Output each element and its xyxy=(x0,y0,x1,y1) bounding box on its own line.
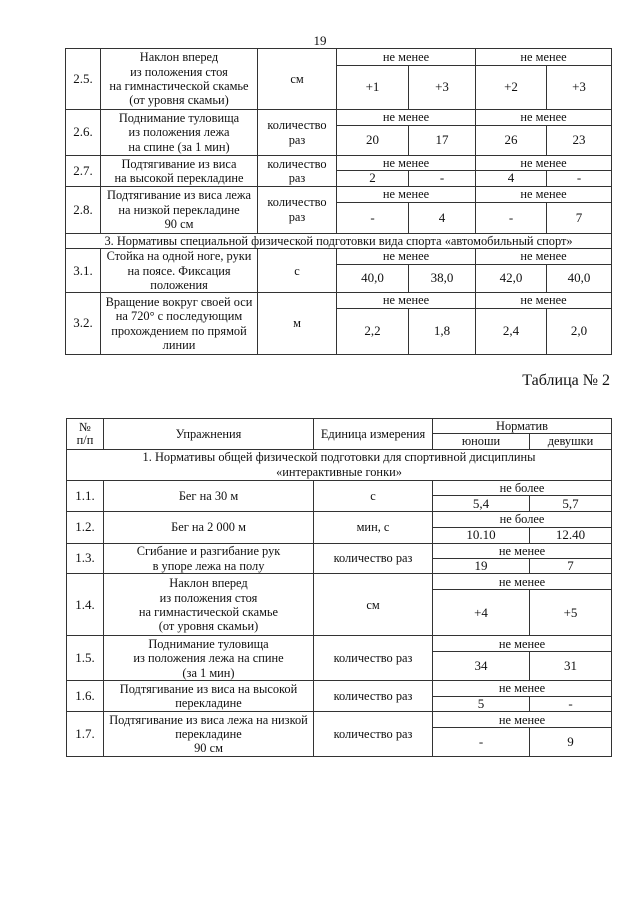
exercise-name-line: положения xyxy=(150,278,208,293)
row-number: 1.1. xyxy=(67,480,104,511)
table-row xyxy=(67,512,612,527)
table-row xyxy=(66,249,612,265)
table-row xyxy=(66,49,612,66)
row-number: 1.6. xyxy=(67,681,104,712)
section-title: 3. Нормативы специальной физической подготовки вида спорта «автомобильный спорт» xyxy=(66,233,612,248)
header-num xyxy=(67,419,104,450)
header-unit: Единица измерения xyxy=(314,419,433,450)
exercise-name-line: из положения стоя xyxy=(159,590,258,605)
row-number: 1.4. xyxy=(67,574,104,636)
exercise-name-line: из положения стоя xyxy=(130,64,228,79)
value-cell: 42,0 xyxy=(476,264,547,293)
header-boys: юноши xyxy=(433,434,530,449)
exercise-name-line: Стойка на одной ноге, руки xyxy=(106,249,252,264)
table-row xyxy=(66,186,612,202)
header-girls: девушки xyxy=(530,434,612,449)
row-number: 2.7. xyxy=(66,156,101,187)
value-cell: - xyxy=(337,202,409,233)
norms-table-2 xyxy=(66,418,612,757)
exercise-name-line: Бег на 30 м xyxy=(178,488,239,503)
unit xyxy=(258,186,337,233)
unit: количество раз xyxy=(314,636,433,681)
unit-line: раз xyxy=(288,170,306,185)
value-boys: 5,4 xyxy=(433,496,530,512)
condition-group2: не менее xyxy=(476,186,612,202)
row-number: 1.2. xyxy=(67,512,104,543)
table-row xyxy=(67,574,612,590)
row-number: 2.8. xyxy=(66,186,101,233)
table-row xyxy=(67,480,612,495)
exercise-name-line: Бег на 2 000 м xyxy=(171,520,246,535)
value-cell: 4 xyxy=(476,171,547,186)
page-number: 19 xyxy=(313,33,327,48)
unit-line: см xyxy=(290,71,304,86)
exercise-name-line: (от уровня скамьи) xyxy=(158,619,259,634)
header-norm: Норматив xyxy=(433,419,612,434)
exercise-name-line: Сгибание и разгибание рук xyxy=(136,544,281,559)
unit-line: м xyxy=(293,316,301,331)
exercise-name xyxy=(101,110,258,156)
value-cell: - xyxy=(409,171,476,186)
unit: мин, с xyxy=(314,512,433,543)
section-title xyxy=(67,449,612,480)
unit xyxy=(258,49,337,110)
condition: не менее xyxy=(433,636,612,652)
header-num-pp: п/п xyxy=(76,432,94,447)
exercise-name-line: из положения лежа на спине xyxy=(133,651,284,666)
value-cell: +3 xyxy=(409,66,476,110)
row-number: 3.1. xyxy=(66,249,101,293)
table-row xyxy=(67,543,612,558)
exercise-name xyxy=(104,636,314,681)
table-row xyxy=(67,712,612,728)
value-cell: 2,4 xyxy=(476,308,547,354)
condition: не менее xyxy=(433,712,612,728)
row-number: 2.6. xyxy=(66,110,101,156)
row-number: 3.2. xyxy=(66,293,101,354)
unit: с xyxy=(314,480,433,511)
exercise-name-line: перекладине xyxy=(175,696,242,711)
unit: количество раз xyxy=(314,543,433,574)
value-cell: +1 xyxy=(337,66,409,110)
condition-group1: не менее xyxy=(337,49,476,66)
exercise-name xyxy=(101,156,258,187)
row-number: 1.3. xyxy=(67,543,104,574)
exercise-name-line: на гимнастической скамье xyxy=(138,604,279,619)
exercise-name-line: в упоре лежа на полу xyxy=(152,558,265,573)
value-cell: 40,0 xyxy=(337,264,409,293)
norms-table-continued xyxy=(65,48,612,355)
condition-group1: не менее xyxy=(337,186,476,202)
row-number: 1.5. xyxy=(67,636,104,681)
value-cell: 26 xyxy=(476,126,547,156)
value-girls: 9 xyxy=(530,728,612,757)
exercise-name-line: перекладине xyxy=(175,727,242,742)
value-boys: - xyxy=(433,728,530,757)
table-row xyxy=(66,156,612,171)
condition-group1: не менее xyxy=(337,249,476,265)
exercise-name xyxy=(101,186,258,233)
value-boys: 34 xyxy=(433,652,530,681)
unit-line: количество xyxy=(267,118,327,133)
exercise-name-line: 90 см xyxy=(194,741,223,756)
exercise-name-line: Подтягивание из виса xyxy=(121,156,237,171)
table-caption: Таблица № 2 xyxy=(522,372,610,389)
exercise-name xyxy=(101,49,258,110)
unit xyxy=(258,293,337,354)
exercise-name xyxy=(101,293,258,354)
condition-group2: не менее xyxy=(476,156,612,171)
value-cell: +2 xyxy=(476,66,547,110)
exercise-name-line: Поднимание туловища xyxy=(118,110,240,125)
exercise-name xyxy=(104,574,314,636)
value-girls: 7 xyxy=(530,559,612,574)
exercise-name-line: Наклон вперед xyxy=(139,50,219,65)
section-title-line1: 1. Нормативы общей физической подготовки для спортивной дисциплины xyxy=(142,450,536,465)
exercise-name xyxy=(104,480,314,511)
unit: количество раз xyxy=(314,681,433,712)
exercise-name xyxy=(104,681,314,712)
unit xyxy=(258,110,337,156)
unit-line: раз xyxy=(288,132,306,147)
section-row xyxy=(67,449,612,480)
condition-group1: не менее xyxy=(337,110,476,126)
value-cell: - xyxy=(476,202,547,233)
exercise-name xyxy=(104,712,314,757)
condition-group2: не менее xyxy=(476,249,612,265)
exercise-name-line: Подтягивание из виса лежа на низкой xyxy=(109,712,308,727)
value-cell: 1,8 xyxy=(409,308,476,354)
value-cell: 7 xyxy=(547,202,612,233)
value-cell: 38,0 xyxy=(409,264,476,293)
unit xyxy=(258,156,337,187)
condition: не менее xyxy=(433,543,612,558)
exercise-name-line: Подтягивание из виса лежа xyxy=(107,188,251,203)
exercise-name-line: линии xyxy=(162,338,196,353)
value-cell: 4 xyxy=(409,202,476,233)
value-cell: +3 xyxy=(547,66,612,110)
condition: не менее xyxy=(433,681,612,696)
condition: не менее xyxy=(433,574,612,590)
exercise-name-line: на высокой перекладине xyxy=(114,170,244,185)
exercise-name-line: (за 1 мин) xyxy=(182,665,235,680)
condition: не более xyxy=(433,480,612,495)
exercise-name-line: из положения лежа xyxy=(128,125,230,140)
exercise-name-line: Вращение вокруг своей оси xyxy=(105,294,253,309)
value-cell: 23 xyxy=(547,126,612,156)
section-title-line2: «интерактивные гонки» xyxy=(276,464,402,479)
table-row xyxy=(67,681,612,696)
unit xyxy=(258,249,337,293)
header-exercise: Упражнения xyxy=(104,419,314,450)
exercise-name-line: (от уровня скамьи) xyxy=(129,93,229,108)
value-girls: 5,7 xyxy=(530,496,612,512)
exercise-name-line: Наклон вперед xyxy=(169,576,248,591)
value-girls: 12.40 xyxy=(530,527,612,543)
exercise-name-line: Поднимание туловища xyxy=(148,636,269,651)
value-cell: 17 xyxy=(409,126,476,156)
unit-line: количество xyxy=(267,156,327,171)
condition-group2: не менее xyxy=(476,293,612,308)
value-cell: - xyxy=(547,171,612,186)
exercise-name-line: на гимнастической скамье xyxy=(109,79,249,93)
exercise-name-line: 90 см xyxy=(164,217,194,232)
section-row xyxy=(66,233,612,248)
header-row xyxy=(67,419,612,434)
value-cell: 2 xyxy=(337,171,409,186)
unit-line: раз xyxy=(288,209,306,224)
value-boys: 19 xyxy=(433,559,530,574)
exercise-name-line: на поясе. Фиксация xyxy=(127,263,231,278)
exercise-name xyxy=(101,249,258,293)
value-cell: 20 xyxy=(337,126,409,156)
value-girls: +5 xyxy=(530,590,612,636)
value-boys: +4 xyxy=(433,590,530,636)
value-cell: 40,0 xyxy=(547,264,612,293)
table-row xyxy=(67,636,612,652)
exercise-name-line: Подтягивание из виса на высокой xyxy=(119,681,298,696)
row-number: 2.5. xyxy=(66,49,101,110)
exercise-name xyxy=(104,512,314,543)
table-row xyxy=(66,110,612,126)
unit-line: с xyxy=(294,263,300,278)
value-cell: 2,2 xyxy=(337,308,409,354)
exercise-name-line: на низкой перекладине xyxy=(118,202,240,217)
table-row xyxy=(66,293,612,308)
unit-line: количество xyxy=(267,195,327,210)
condition-group1: не менее xyxy=(337,156,476,171)
condition-group2: не менее xyxy=(476,110,612,126)
value-cell: 2,0 xyxy=(547,308,612,354)
value-boys: 10.10 xyxy=(433,527,530,543)
row-number: 1.7. xyxy=(67,712,104,757)
exercise-name xyxy=(104,543,314,574)
value-girls: - xyxy=(530,696,612,711)
unit: см xyxy=(314,574,433,636)
value-boys: 5 xyxy=(433,696,530,711)
unit: количество раз xyxy=(314,712,433,757)
value-girls: 31 xyxy=(530,652,612,681)
exercise-name-line: на спине (за 1 мин) xyxy=(128,139,230,154)
exercise-name-line: прохождением по прямой xyxy=(111,323,247,338)
condition: не более xyxy=(433,512,612,527)
header-num-symbol: № xyxy=(79,419,91,434)
condition-group1: не менее xyxy=(337,293,476,308)
exercise-name-line: на 720° с последующим xyxy=(115,309,243,324)
condition-group2: не менее xyxy=(476,49,612,66)
